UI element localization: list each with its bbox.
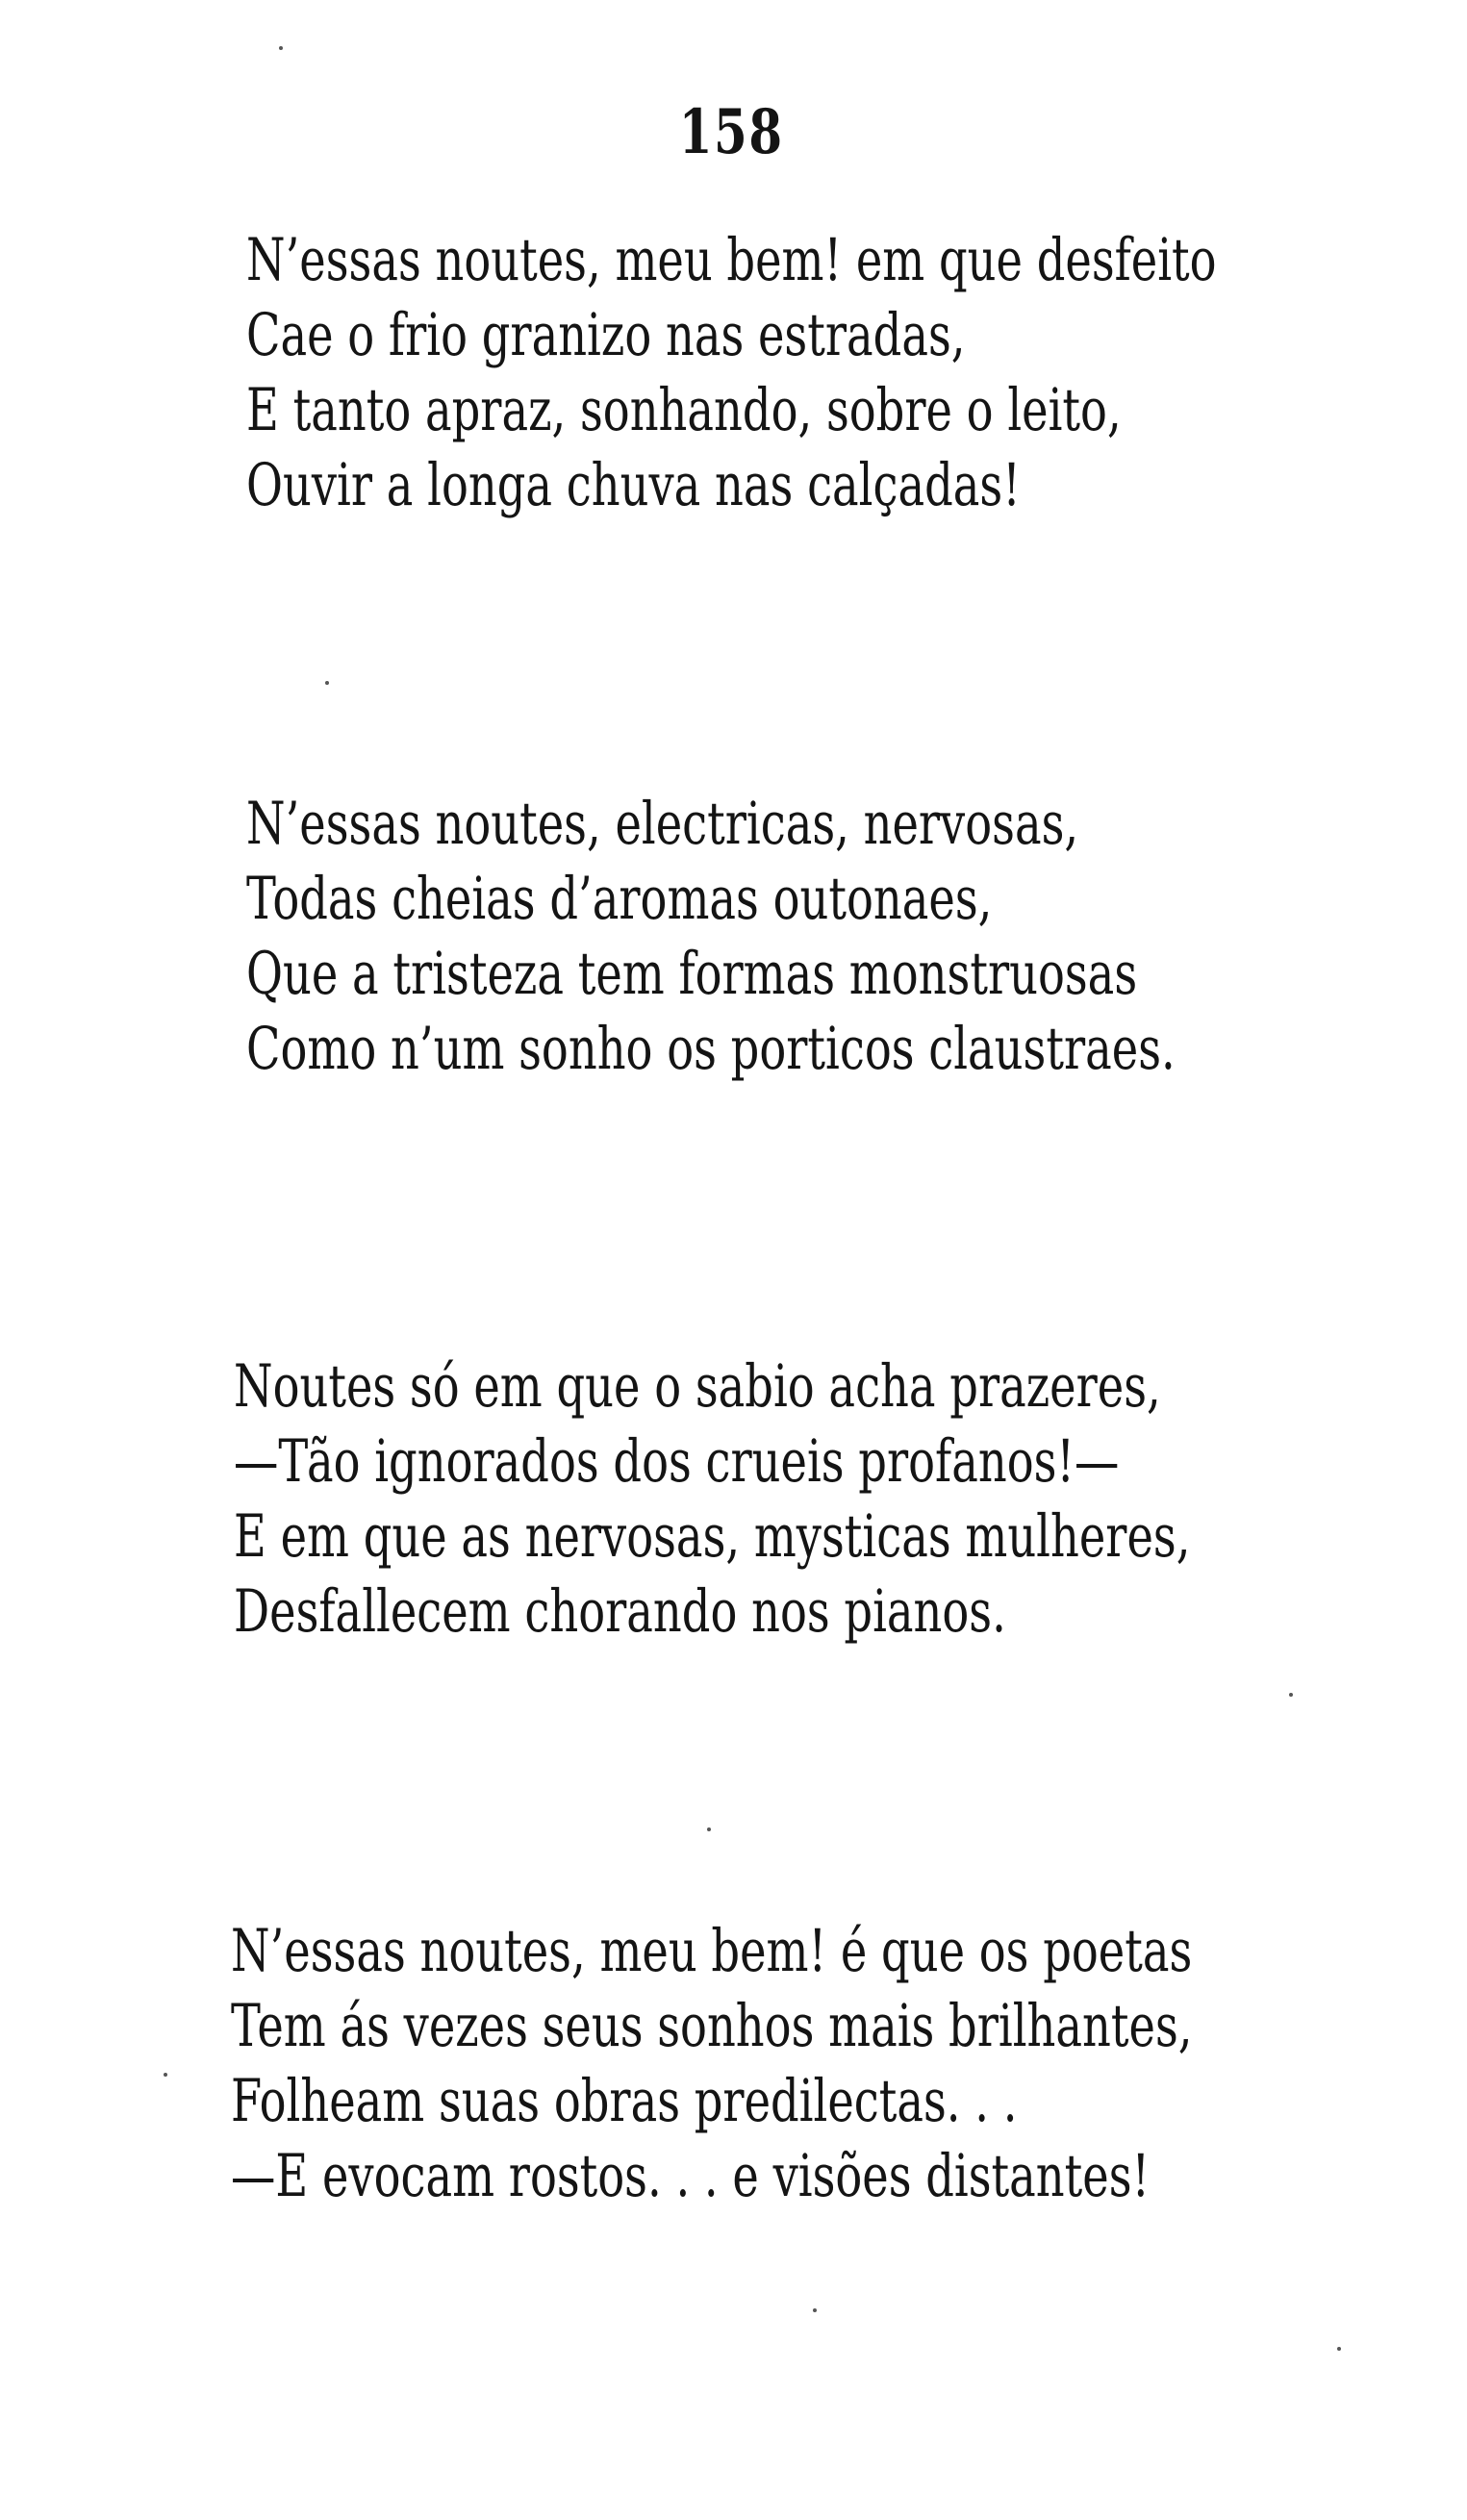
verse-line: Desfallecem chorando nos pianos. (234, 1577, 1006, 1646)
stanza-3 (234, 1349, 1467, 1650)
verse-line: Todas cheias d’aromas outonaes, (246, 865, 993, 933)
scan-speck (1289, 1693, 1293, 1697)
scan-speck (325, 681, 329, 685)
verse-line: E em que as nervosas, mysticas mulheres, (234, 1502, 1191, 1571)
scan-speck (813, 2308, 817, 2312)
verse-line: —Tão ignorados dos crueis profanos!— (234, 1427, 1120, 1496)
scan-speck (707, 1827, 711, 1831)
scan-speck (1337, 2347, 1341, 2351)
verse-line: —E evocam rostos. . . e visões distantes! (231, 2142, 1151, 2210)
verse-line: Folheam suas obras predilectas. . . (231, 2067, 1018, 2135)
verse-line: Noutes só em que o sabio acha prazeres, (234, 1352, 1161, 1421)
verse-line: Como n’um sonho os porticos claustraes. (246, 1015, 1176, 1083)
verse-line: Tem ás vezes seus sonhos mais brilhantes, (231, 1992, 1193, 2060)
verse-line: Que a tristeza tem formas monstruosas (246, 940, 1138, 1008)
page-number: 158 (678, 96, 784, 168)
verse-line: E tanto apraz, sonhando, sobre o leito, (246, 376, 1122, 444)
verse-line: N’essas noutes, meu bem! em que desfeito (246, 226, 1217, 294)
verse-line: N’essas noutes, meu bem! é que os poetas (231, 1917, 1193, 1985)
verse-line: Cae o frio granizo nas estradas, (246, 301, 966, 369)
stanza-4 (231, 1914, 1467, 2214)
stanza-2 (246, 787, 1467, 1087)
verse-line: Ouvir a longa chuva nas calçadas! (246, 451, 1021, 519)
scan-speck (279, 46, 283, 50)
verse-line: N’essas noutes, electricas, nervosas, (246, 790, 1079, 858)
stanza-1 (246, 223, 1467, 523)
scan-speck (164, 2073, 167, 2077)
